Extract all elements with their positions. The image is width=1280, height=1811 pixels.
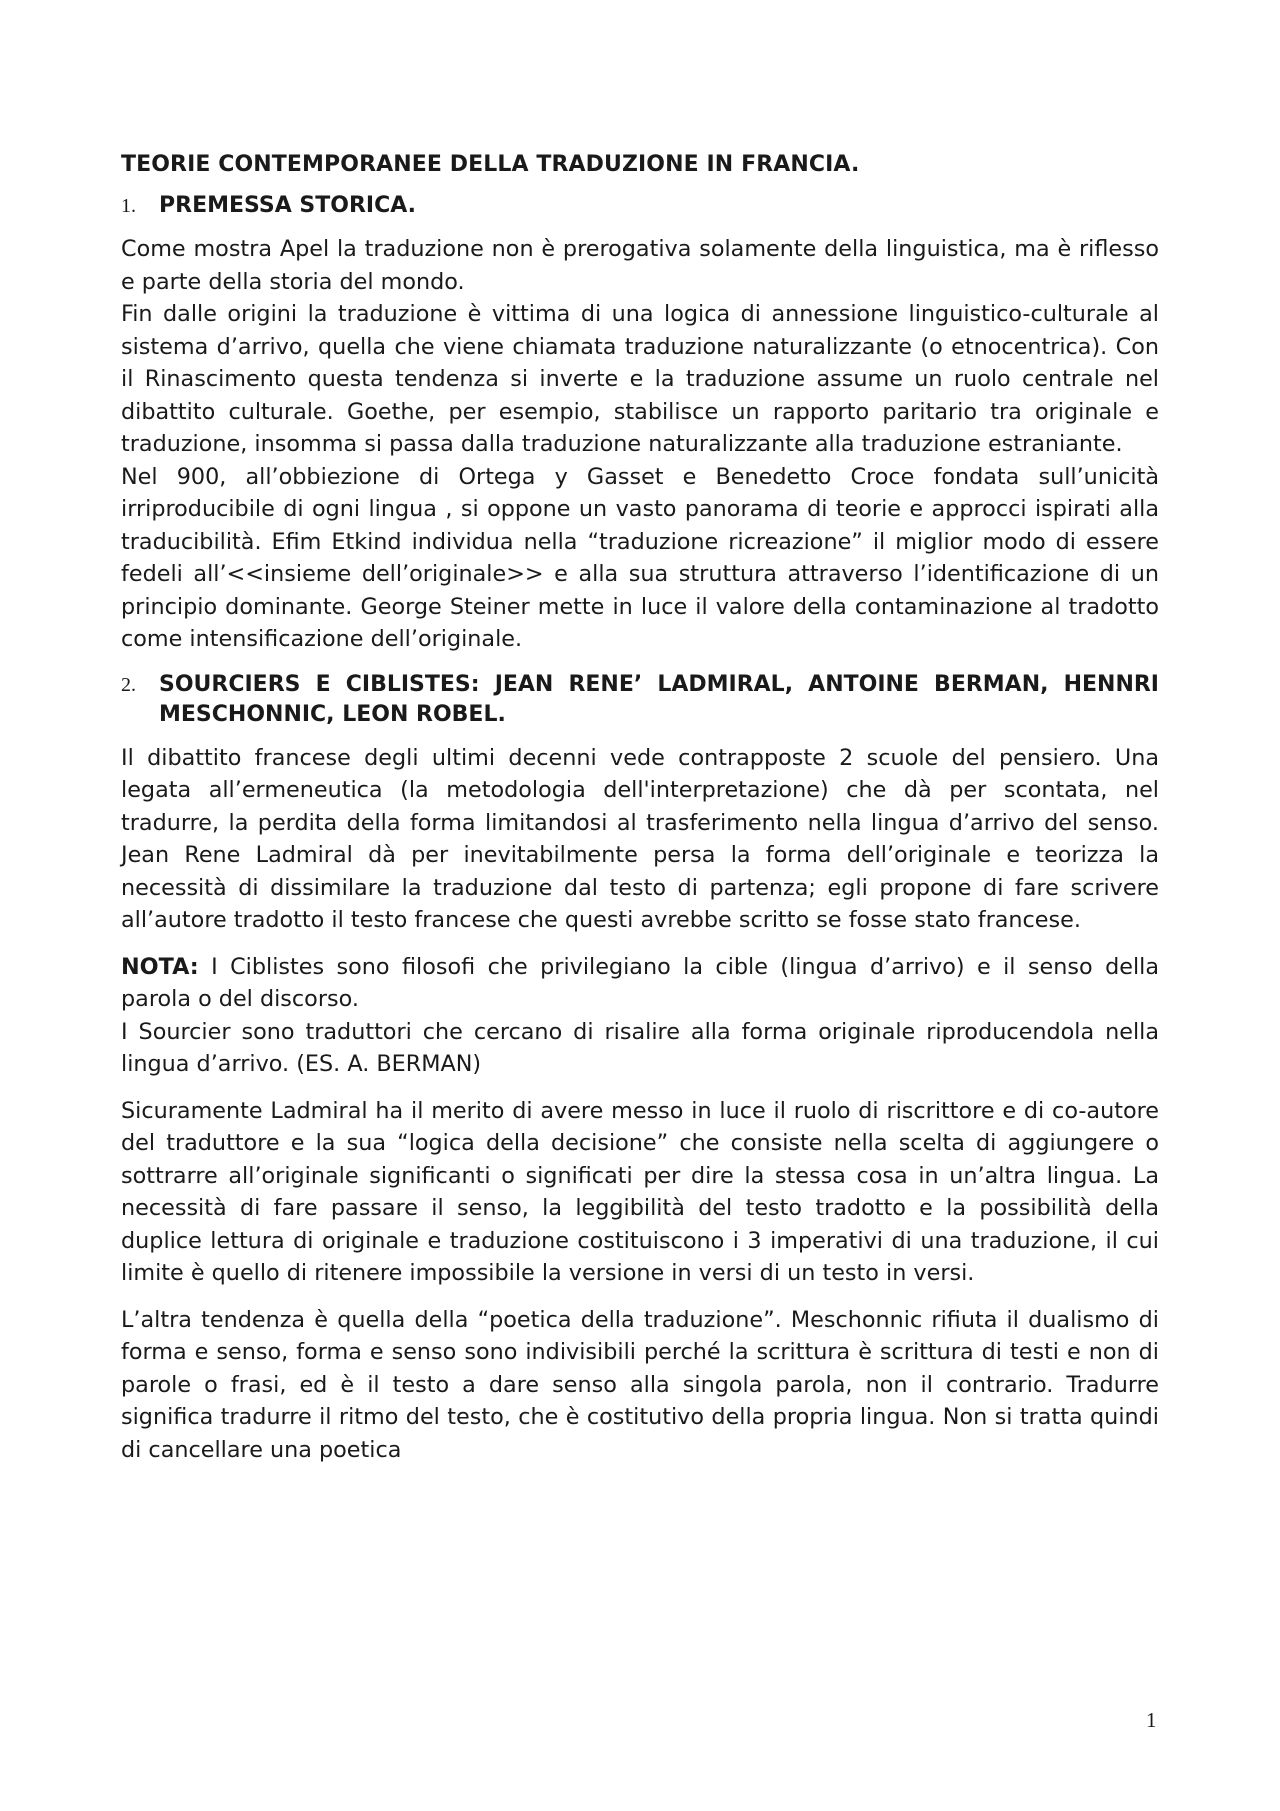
paragraph-line: Il dibattito francese degli ultimi decenni vede contrapposte 2 scuole del pensiero. Una legata all’ermeneutica (la metodologia dell'interpretazione) che dà per scontata, nel tradurre, la perdita della forma limitandosi al trasferimento nella lingua d’arrivo del senso. Jean Rene Ladmiral dà per inevitabilmente persa la forma dell’originale e teorizza la necessità di dissimilare la traduzione dal testo di partenza; egli propone di fare scrivere all’autore tradotto il testo francese che questi avrebbe scritto se fosse stato francese.	[121, 744, 1159, 933]
paragraph-premessa	[121, 233, 1159, 656]
nota-label: NOTA:	[121, 953, 199, 980]
section-number: 2.	[121, 673, 136, 696]
section-heading-2	[121, 670, 1159, 730]
section-heading-1	[121, 191, 1159, 221]
paragraph-line: L’altra tendenza è quella della “poetica della traduzione”. Meschonnic rifiuta il dualismo di forma e senso, forma e senso sono indivisibili perché la scrittura è scrittura di testi e non di parole o frasi, ed è il testo a dare senso alla singola parola, non il contrario. Tradurre significa tradurre il ritmo del testo, che è costitutivo della propria lingua. Non si tratta quindi di cancellare una poetica	[121, 1306, 1159, 1463]
paragraph-ladmiral	[121, 1095, 1159, 1290]
paragraph-line: Sicuramente Ladmiral ha il merito di avere messo in luce il ruolo di riscrittore e di co-autore del traduttore e la sua “logica della decisione” che consiste nella scelta di aggiungere o sottrarre all’originale significanti o significati per dire la stessa cosa in un’altra lingua. La necessità di fare passare il senso, la leggibilità del testo tradotto e la possibilità della duplice lettura di originale e traduzione costituiscono i 3 imperativi di una traduzione, il cui limite è quello di ritenere impossibile la versione in versi di un testo in versi.	[121, 1097, 1159, 1286]
section-title: SOURCIERS E CIBLISTES: JEAN RENE’ LADMIRAL, ANTOINE BERMAN, HENNRI MESCHONNIC, LEON ROBEL.	[159, 671, 1159, 727]
paragraph-poetica	[121, 1304, 1159, 1467]
nota-text: I Ciblistes sono filosofi che privilegiano la cible (lingua d’arrivo) e il senso della parola o del discorso.	[121, 953, 1159, 1012]
paragraph-line: I Sourcier sono traduttori che cercano di risalire alla forma originale riproducendola nella lingua d’arrivo. (ES. A. BERMAN)	[121, 1018, 1159, 1077]
page-content	[121, 150, 1159, 1480]
paragraph-line: Come mostra Apel la traduzione non è prerogativa solamente della linguistica, ma è riflesso e parte della storia del mondo.	[121, 236, 1159, 295]
paragraph-line: Fin dalle origini la traduzione è vittima di una logica di annessione linguistico-culturale al sistema d’arrivo, quella che viene chiamata traduzione naturalizzante (o etnocentrica). Con il Rinascimento questa tendenza si inverte e la traduzione assume un ruolo centrale nel dibattito culturale. Goethe, per esempio, stabilisce un rapporto paritario tra originale e traduzione, insomma si passa dalla traduzione naturalizzante alla traduzione estraniante.	[121, 301, 1159, 457]
section-number: 1.	[121, 195, 136, 217]
page-number: 1	[1146, 1708, 1157, 1732]
section-title: PREMESSA STORICA.	[159, 193, 417, 218]
paragraph-line	[121, 951, 1159, 1016]
paragraph-nota	[121, 951, 1159, 1081]
paragraph-dibattito	[121, 742, 1159, 937]
paragraph-line: Nel 900, all’obbiezione di Ortega y Gasset e Benedetto Croce fondata sull’unicità irriproducibile di ogni lingua , si oppone un vasto panorama di teorie e approcci ispirati alla traducibilità. Efim Etkind individua nella “traduzione ricreazione” il miglior modo di essere fedeli all’<<insieme dell’originale>> e alla sua struttura attraverso l’identificazione di un principio dominante. George Steiner mette in luce il valore della contaminazione al tradotto come intensificazione dell’originale.	[121, 463, 1159, 652]
document-title: TEORIE CONTEMPORANEE DELLA TRADUZIONE IN FRANCIA.	[121, 152, 860, 177]
